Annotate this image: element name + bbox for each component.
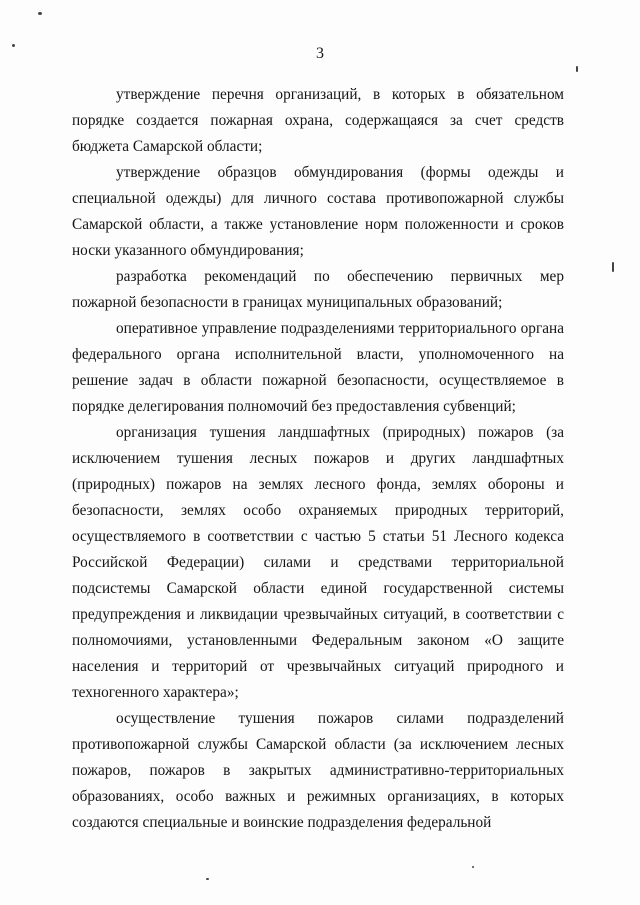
page-number: 3 bbox=[316, 45, 324, 62]
paragraph: организация тушения ландшафтных (природных) пожаров (за исключением тушения лесных пожаров и других ландшафтных (природных) пожаров на землях лесного фонда, землях обороны и безопасности, землях особо охраняемых природных территорий, осуществляемого в соответствии с частью 5 статьи 51 Лесного кодекса Российской Федерации) силами и средствами территориальной подсистемы Самарской области единой государственной системы предупреждения и ликвидации чрезвычайных ситуаций, в соответствии с полномочиями, установленными Федеральным законом «О защите населения и территорий от чрезвычайных ситуаций природного и техногенного характера»; bbox=[72, 424, 564, 701]
paragraph: утверждение перечня организаций, в которых в обязательном порядке создается пожарная охрана, содержащаяся за счет средств бюджета Самарской области; bbox=[72, 86, 564, 155]
paragraph: осуществление тушения пожаров силами подразделений противопожарной службы Самарской области (за исключением лесных пожаров, пожаров в закрытых административно-территориальных образованиях, особо важных и режимных организациях, в которых создаются специальные и воинские подразделения федеральной bbox=[72, 710, 564, 831]
scan-speck bbox=[38, 12, 42, 15]
paragraph: разработка рекомендаций по обеспечению первичных мер пожарной безопасности в границах муниципальных образований; bbox=[72, 268, 564, 311]
scan-speck bbox=[576, 66, 578, 72]
scan-speck bbox=[472, 866, 474, 868]
paragraph: утверждение образцов обмундирования (формы одежды и специальной одежды) для личного состава противопожарной службы Самарской области, а также установление норм положенности и сроков носки указанного обмундирования; bbox=[72, 164, 564, 259]
scan-speck bbox=[612, 262, 614, 272]
scan-speck bbox=[206, 878, 209, 880]
paragraph: оперативное управление подразделениями территориального органа федерального органа исполнительной власти, уполномоченного на решение задач в области пожарной безопасности, осуществляемое в порядке делегирования полномочий без предоставления субвенций; bbox=[72, 320, 564, 415]
document-body bbox=[72, 82, 564, 836]
